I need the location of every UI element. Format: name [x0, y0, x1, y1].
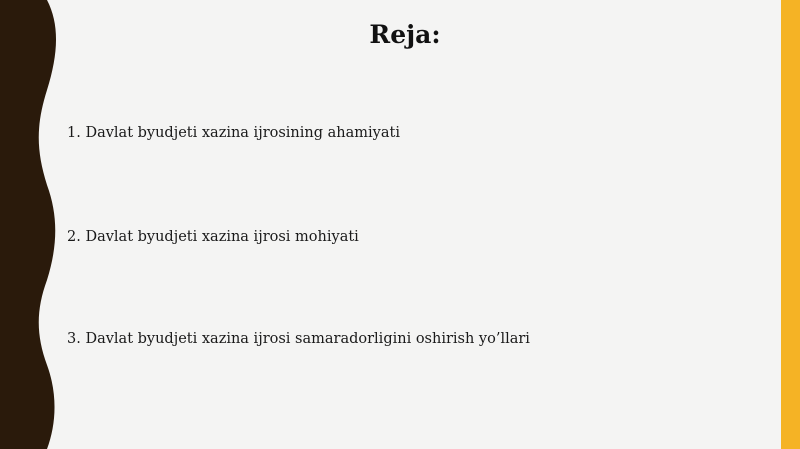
wavy-border-shape	[0, 0, 56, 449]
slide-title: Reja:	[369, 20, 441, 49]
right-accent-bar	[781, 0, 800, 449]
plan-item-1: 1. Davlat byudjeti xazina ijrosining ahamiyati	[67, 125, 400, 141]
wavy-left-border	[0, 0, 70, 449]
plan-item-2: 2. Davlat byudjeti xazina ijrosi mohiyati	[67, 229, 359, 245]
plan-item-3: 3. Davlat byudjeti xazina ijrosi samaradorligini oshirish yo’llari	[67, 331, 530, 347]
